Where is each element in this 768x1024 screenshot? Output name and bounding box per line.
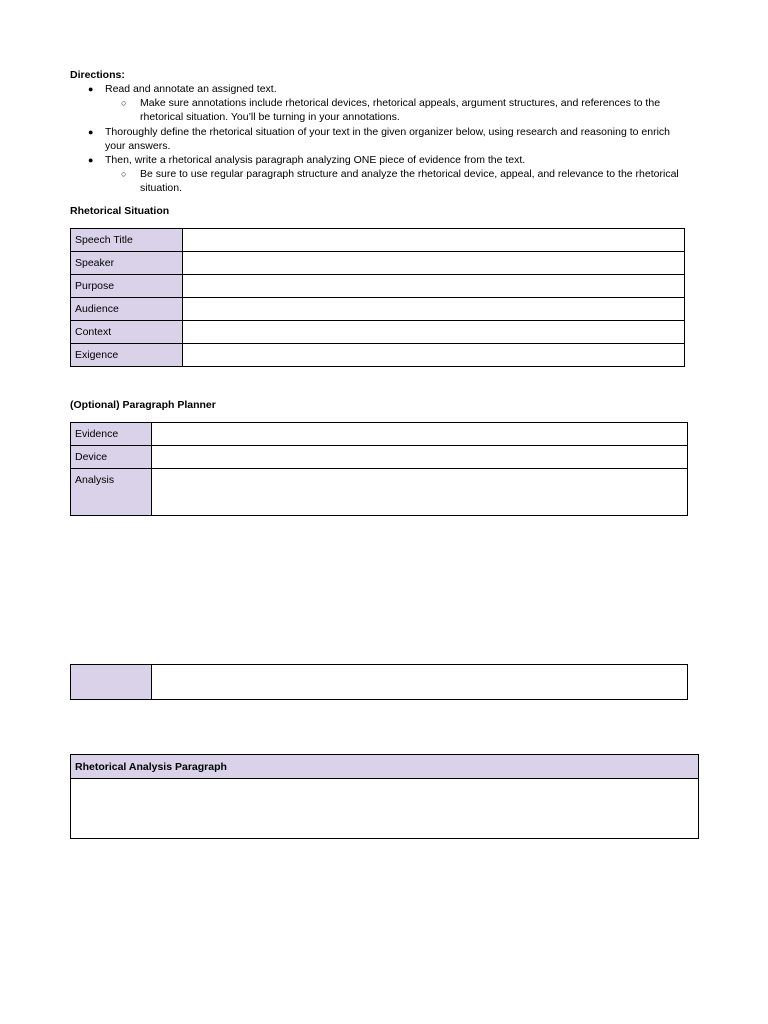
audience-field[interactable]	[183, 298, 685, 321]
rhetorical-situation-heading: Rhetorical Situation	[70, 205, 170, 217]
purpose-field[interactable]	[183, 275, 685, 298]
table-row	[71, 423, 688, 446]
speech-title-field[interactable]	[183, 229, 685, 252]
rhetorical-situation-table	[70, 228, 685, 367]
bullet-icon: ●	[88, 84, 94, 94]
directions-subitem-1-cont: rhetorical situation. You’ll be turning in your annotations.	[140, 111, 400, 123]
purpose-label: Purpose	[71, 275, 183, 298]
analysis-field[interactable]	[152, 469, 688, 516]
bullet-icon: ●	[88, 127, 94, 137]
evidence-field[interactable]	[152, 423, 688, 446]
speaker-field[interactable]	[183, 252, 685, 275]
directions-item-2-cont: your answers.	[105, 140, 171, 152]
directions-subitem-2: Be sure to use regular paragraph structure and analyze the rhetorical device, appeal, and relevance to the rhetorical	[140, 168, 679, 180]
table-row	[71, 275, 685, 298]
table-row	[71, 665, 688, 700]
table-row	[71, 469, 688, 516]
extra-table	[70, 664, 688, 700]
context-field[interactable]	[183, 321, 685, 344]
speech-title-label: Speech Title	[71, 229, 183, 252]
directions-subitem-1: Make sure annotations include rhetorical devices, rhetorical appeals, argument structures, and references to the	[140, 97, 661, 109]
analysis-paragraph-field[interactable]	[71, 779, 699, 839]
audience-label: Audience	[71, 298, 183, 321]
table-row	[71, 229, 685, 252]
analysis-label: Analysis	[71, 469, 152, 516]
table-row	[71, 779, 699, 839]
table-row	[71, 344, 685, 367]
hollow-bullet-icon: ○	[121, 98, 127, 108]
device-label: Device	[71, 446, 152, 469]
directions-heading: Directions:	[70, 69, 125, 81]
table-row	[71, 298, 685, 321]
directions-item-2: Thoroughly define the rhetorical situation of your text in the given organizer below, using research and reasoning to enrich	[105, 126, 671, 138]
device-field[interactable]	[152, 446, 688, 469]
table-row	[71, 321, 685, 344]
exigence-field[interactable]	[183, 344, 685, 367]
exigence-label: Exigence	[71, 344, 183, 367]
directions-subitem-2-cont: situation.	[140, 182, 183, 194]
directions-item-1: Read and annotate an assigned text.	[105, 83, 277, 95]
analysis-paragraph-table	[70, 754, 699, 839]
table-row	[71, 755, 699, 779]
table-row	[71, 252, 685, 275]
directions-item-3: Then, write a rhetorical analysis paragraph analyzing ONE piece of evidence from the text.	[105, 154, 526, 166]
speaker-label: Speaker	[71, 252, 183, 275]
table-row	[71, 446, 688, 469]
evidence-label: Evidence	[71, 423, 152, 446]
analysis-paragraph-heading: Rhetorical Analysis Paragraph	[71, 755, 699, 779]
context-label: Context	[71, 321, 183, 344]
paragraph-planner-heading: (Optional) Paragraph Planner	[70, 399, 216, 411]
extra-field[interactable]	[152, 665, 688, 700]
bullet-icon: ●	[88, 155, 94, 165]
hollow-bullet-icon: ○	[121, 169, 127, 179]
paragraph-planner-table	[70, 422, 688, 516]
extra-label	[71, 665, 152, 700]
